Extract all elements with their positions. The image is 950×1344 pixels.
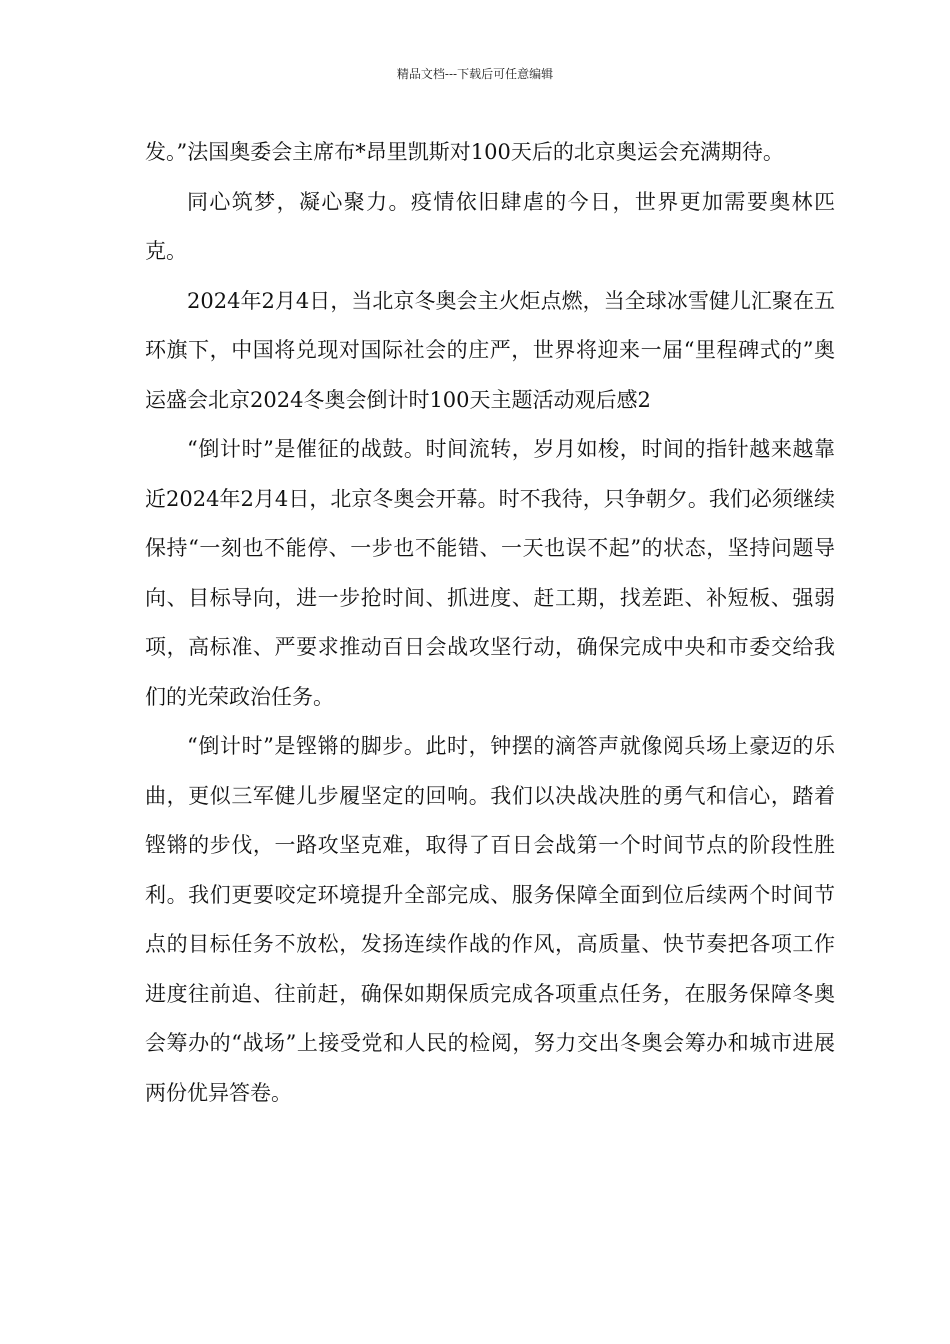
paragraph: 同心筑梦，凝心聚力。疫情依旧肆虐的今日，世界更加需要奥林匹克。: [145, 189, 835, 263]
paragraph: “倒计时”是催征的战鼓。时间流转，岁月如梭，时间的指针越来越靠近2024年2月4日，北京冬奥会开幕。时不我待，只争朝夕。我们必须继续保持“一刻也不能停、一步也不能错、一天也误不起”的状态，坚持问题导向、目标导向，进一步抢时间、抓进度、赶工期，找差距、补短板、强弱项，高标准、严要求推动百日会战攻坚行动，确保完成中央和市委交给我们的光荣政治任务。: [145, 437, 835, 709]
paragraph: “倒计时”是铿锵的脚步。此时，钟摆的滴答声就像阅兵场上豪迈的乐曲，更似三军健儿步履坚定的回响。我们以决战决胜的勇气和信心，踏着铿锵的步伐，一路攻坚克难，取得了百日会战第一个时间节点的阶段性胜利。我们更要咬定环境提升全部完成、服务保障全面到位后续两个时间节点的目标任务不放松，发扬连续作战的作风，高质量、快节奏把各项工作进度往前追、往前赶，确保如期保质完成各项重点任务，在服务保障冬奥会筹办的“战场”上接受党和人民的检阅，努力交出冬奥会筹办和城市进展两份优异答卷。: [145, 734, 835, 1105]
paragraph-continued: 发。”法国奥委会主席布*昂里凯斯对100天后的北京奥运会充满期待。: [145, 140, 784, 164]
document-body: [145, 128, 835, 1118]
paragraph: 2024年2月4日，当北京冬奥会主火炬点燃，当全球冰雪健儿汇聚在五环旗下，中国将兑现对国际社会的庄严，世界将迎来一届“里程碑式的”奥运盛会北京2024冬奥会倒计时100天主题活动观后感2: [145, 288, 835, 412]
page-header: 精品文档---下载后可任意编辑: [396, 67, 554, 81]
